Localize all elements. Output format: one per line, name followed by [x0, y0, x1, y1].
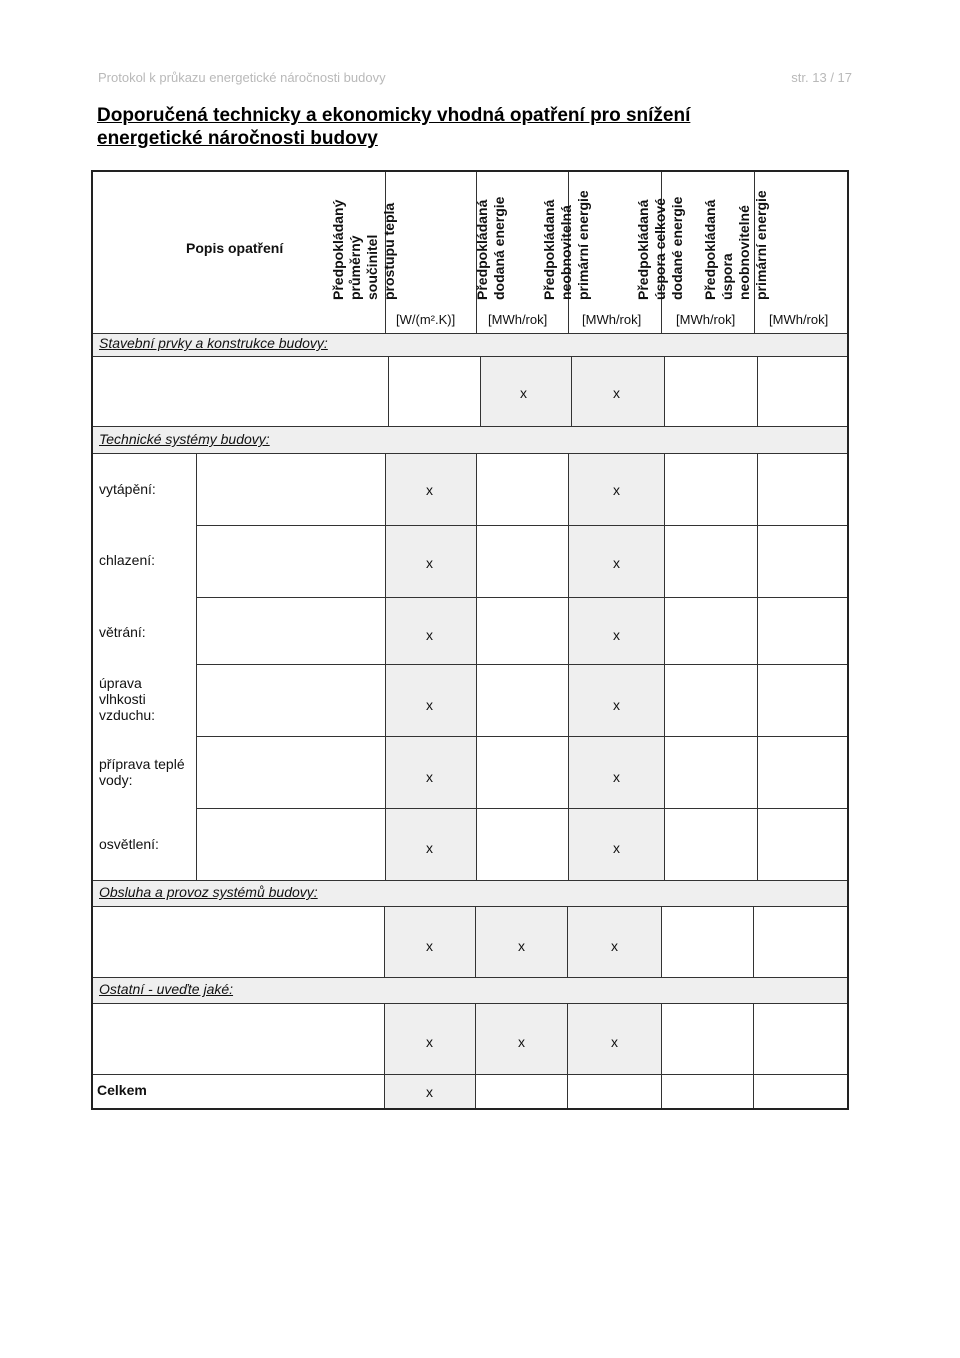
table-rule	[384, 1074, 385, 1108]
table-rule	[661, 906, 662, 977]
table-rule	[664, 356, 665, 426]
table-rule	[196, 597, 847, 598]
cell-mark: x	[518, 1034, 525, 1050]
unit-label: [MWh/rok]	[488, 312, 548, 327]
table-rule	[475, 1074, 476, 1108]
column-header-u-value: Předpokládaný průměrný součinitel prostupu tepla	[330, 199, 397, 300]
table-rule	[384, 1003, 385, 1074]
section-operation: Obsluha a provoz systémů budovy:	[99, 884, 318, 900]
cell-mark: x	[613, 555, 620, 571]
table-rule	[757, 356, 758, 426]
table-rule	[93, 356, 847, 357]
description-header: Popis opatření	[186, 240, 284, 256]
table-rule	[571, 356, 572, 426]
row-label-cooling: chlazení:	[99, 552, 156, 568]
table-rule	[757, 453, 758, 880]
total-label: Celkem	[97, 1082, 147, 1098]
column-header-primary-savings: Předpokládaná úspora neobnovitelné primární energie	[702, 190, 769, 300]
table-rule	[196, 525, 847, 526]
table-rule	[480, 356, 481, 426]
cell-mark: x	[613, 840, 620, 856]
cell-mark: x	[426, 840, 433, 856]
table-rule	[196, 453, 197, 880]
column-header-delivered-savings: Předpokládaná úspora celkové dodané energie	[635, 196, 685, 300]
table-rule	[568, 453, 569, 880]
table-rule	[384, 906, 385, 977]
table-rule	[93, 1003, 847, 1004]
cell-mark: x	[613, 482, 620, 498]
unit-label: [MWh/rok]	[676, 312, 736, 327]
protocol-title: Protokol k průkazu energetické náročnosti budovy	[98, 70, 386, 85]
table-rule	[93, 426, 847, 427]
cell-mark: x	[426, 482, 433, 498]
shade-cell	[568, 454, 664, 880]
cell-mark: x	[426, 555, 433, 571]
section-building-elements: Stavební prvky a konstrukce budovy:	[99, 335, 328, 351]
row-label-heating: vytápění:	[99, 481, 156, 497]
section-other: Ostatní - uveďte jaké:	[99, 981, 234, 997]
table-rule	[476, 453, 477, 880]
table-rule	[661, 1074, 662, 1108]
section-technical-systems: Technické systémy budovy:	[99, 431, 270, 447]
table-rule	[196, 736, 847, 737]
unit-label: [MWh/rok]	[769, 312, 829, 327]
table-rule	[567, 1003, 568, 1074]
table-rule	[661, 1003, 662, 1074]
cell-mark: x	[426, 938, 433, 954]
cell-mark: x	[426, 1034, 433, 1050]
table-rule	[753, 1003, 754, 1074]
table-rule	[93, 333, 847, 334]
table-rule	[388, 356, 389, 426]
table-rule	[196, 664, 847, 665]
table-rule	[567, 1074, 568, 1108]
cell-mark: x	[520, 385, 527, 401]
cell-mark: x	[613, 627, 620, 643]
cell-mark: x	[613, 385, 620, 401]
cell-mark: x	[613, 697, 620, 713]
cell-mark: x	[518, 938, 525, 954]
unit-label: [W/(m².K)]	[396, 312, 456, 327]
table-rule	[385, 453, 386, 880]
shade-cell	[385, 454, 476, 880]
shade-cell	[481, 357, 664, 426]
row-label-hot-water: příprava teplé vody:	[99, 756, 185, 788]
table-rule	[753, 906, 754, 977]
table-rule	[93, 880, 847, 881]
table-rule	[93, 906, 847, 907]
table-rule	[196, 808, 847, 809]
column-header-primary-energy: Předpokládaná neobnovitelná primární energie	[541, 190, 591, 300]
table-rule	[567, 906, 568, 977]
row-label-humidity: úprava vlhkosti vzduchu:	[99, 675, 156, 723]
table-rule	[93, 977, 847, 978]
cell-mark: x	[613, 769, 620, 785]
cell-mark: x	[611, 1034, 618, 1050]
cell-mark: x	[611, 938, 618, 954]
document-title: Doporučená technicky a ekonomicky vhodná opatření pro snížení energetické náročnosti budovy	[97, 105, 691, 149]
cell-mark: x	[426, 627, 433, 643]
cell-mark: x	[426, 697, 433, 713]
row-label-lighting: osvětlení:	[99, 836, 159, 852]
table-rule	[93, 453, 847, 454]
cell-mark: x	[426, 769, 433, 785]
table-rule	[753, 1074, 754, 1108]
table-rule	[475, 1003, 476, 1074]
page-number: str. 13 / 17	[791, 70, 852, 85]
table-rule	[664, 453, 665, 880]
column-header-delivered-energy: Předpokládaná dodaná energie	[474, 196, 507, 300]
table-rule	[475, 906, 476, 977]
cell-mark: x	[426, 1084, 433, 1100]
table-rule	[93, 1074, 847, 1075]
unit-label: [MWh/rok]	[582, 312, 642, 327]
row-label-ventilation: větrání:	[99, 624, 146, 640]
